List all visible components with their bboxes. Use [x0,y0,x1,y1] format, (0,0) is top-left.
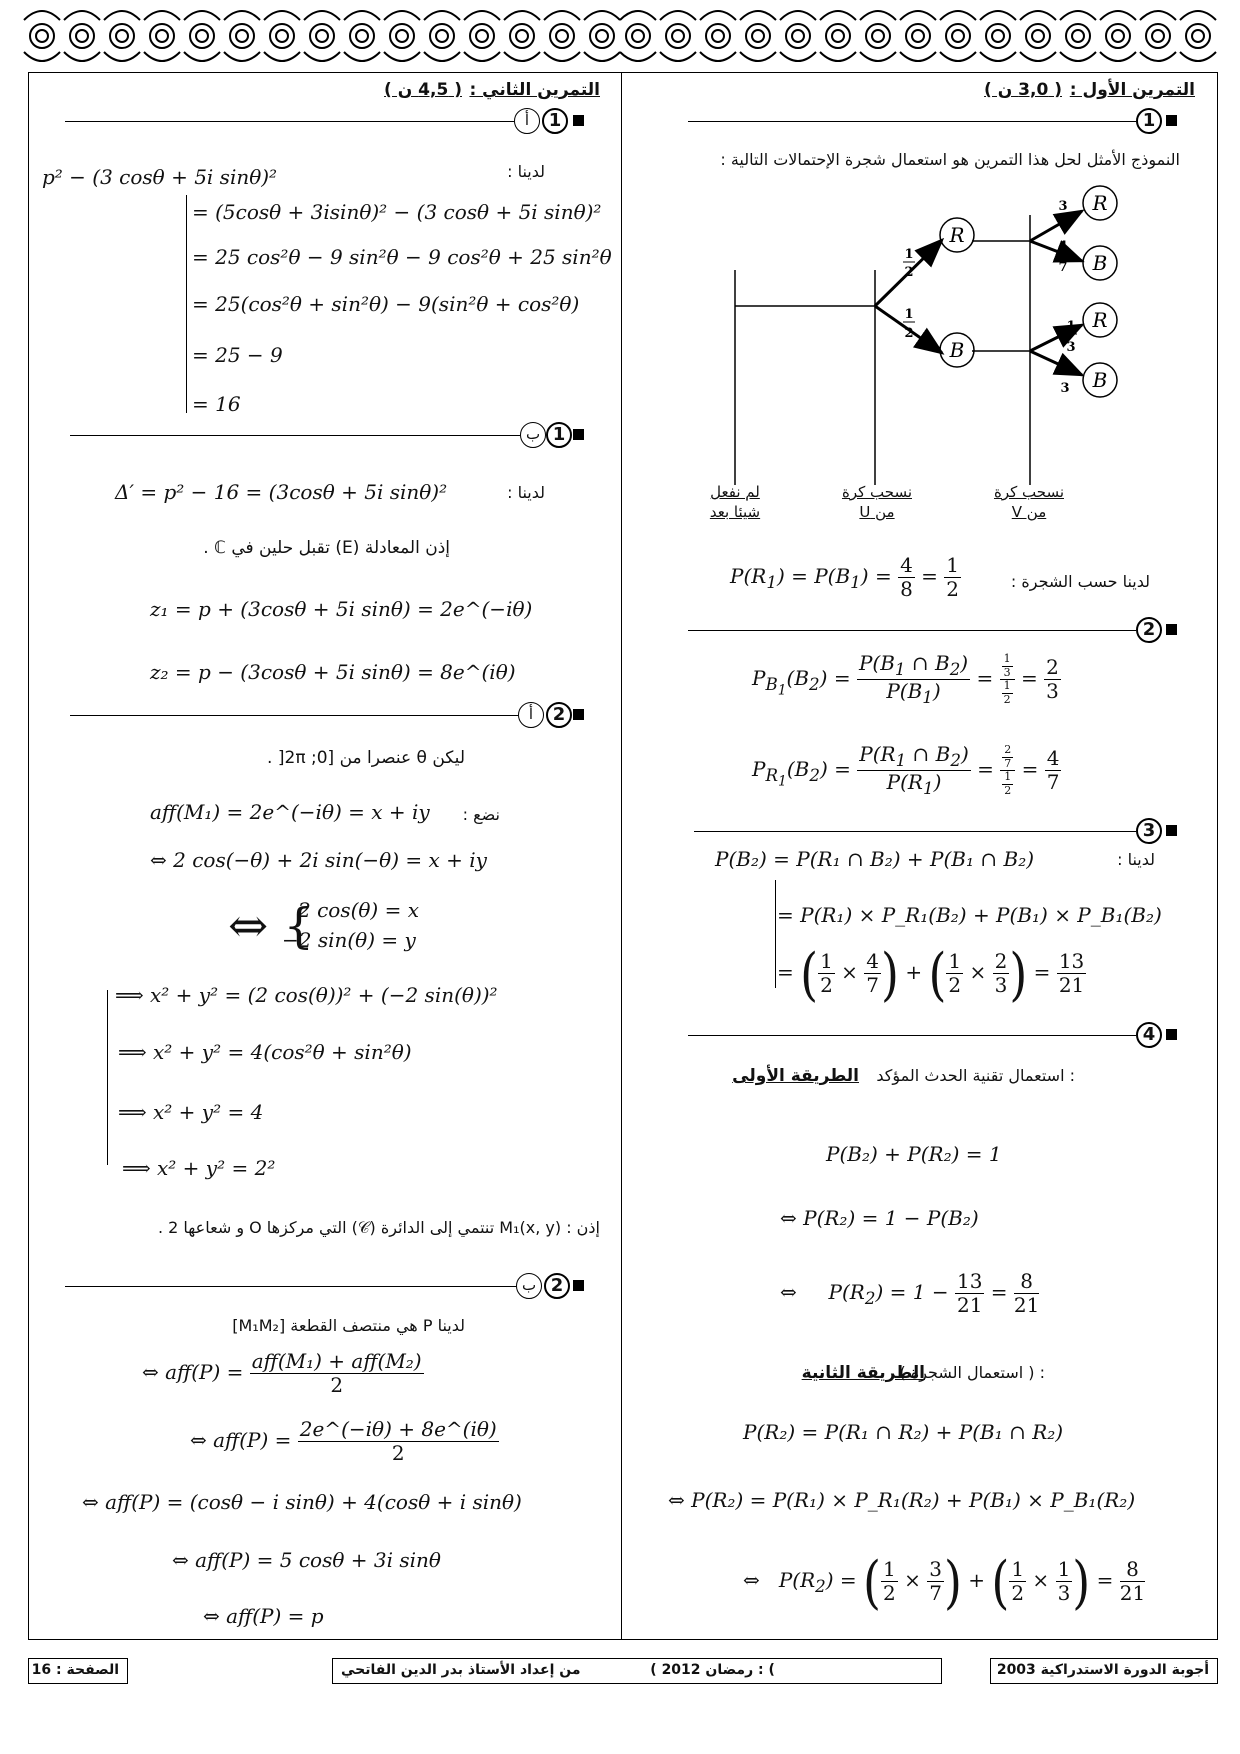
exercise2-title: التمرين الثاني : [469,80,600,100]
bullet-square [1166,115,1177,126]
expr-4: = 25(cos²θ + sin²θ) − 9(sin²θ + cos²θ) [192,292,580,316]
z2-equation: z₂ = p − (3cosθ + 5i sinθ) = 8e^(iθ) [150,660,516,684]
svg-text:1: 1 [904,307,914,322]
part-letter: ب [516,1273,542,1299]
q3-equation-2: = P(R₁) × P_R₁(B₂) + P(B₁) × P_B₁(B₂) [777,903,1162,927]
system-eq-1: 2 cos(θ) = x [298,898,419,922]
system-brace: ⇔ { [228,898,315,954]
expr-5: = 25 − 9 [192,343,283,367]
decorative-border-right [616,0,1228,72]
question-number: 1 [542,108,568,134]
exercise1-points: ( 3,0 ن ) [984,80,1062,100]
footer-page-number: الصفحة : 16 [28,1658,128,1684]
svg-text:3: 3 [1066,340,1076,355]
footer-author: رمضان 2012 ) من إعداد الأستاذ بدر الدين الفاتحي : ( [332,1658,942,1684]
bullet-square [573,709,584,720]
implies-1: ⟹ x² + y² = (2 cos(θ))² + (−2 sin(θ))² [115,983,498,1007]
m2-equation-3: ⇔ $P(R_2)$ = ( $\frac{1}{2}$ × $\frac{3}{7}$ ) + ( $\frac{1}{2}$ × $\frac{1}{3}$ ) = $\frac{8}{21}$ [743,1547,1146,1616]
probability-tree [720,185,1140,530]
exercise2-points: ( 4,5 ن ) [384,80,462,100]
exercise1-title: التمرين الأول : [1069,80,1195,100]
part-letter: ب [520,422,546,448]
aff-p-equation-1: ⇔ aff(P) = $\frac{\text{aff(M₁) + aff(M₂)}}{2}$ [142,1349,422,1397]
separator [688,630,1136,631]
question-number: 2 [546,702,572,728]
delta-equation: Δ′ = p² − 16 = (3cosθ + 5i sinθ)² [115,480,448,504]
svg-text:1: 1 [1066,319,1076,334]
question-number: 3 [1136,818,1162,844]
svg-text:3: 3 [1058,199,1068,214]
implies-4: ⟹ x² + y² = 2² [122,1156,276,1180]
aff-p-equation-3: ⇔ aff(P) = (cosθ − i sinθ) + 4(cosθ + i sinθ) [82,1490,522,1514]
column-divider [621,72,622,1640]
m1-equation-1: P(B₂) + P(R₂) = 1 [826,1142,1002,1166]
bullet-square [1166,624,1177,635]
bracket-bar [107,990,108,1165]
conclusion-text: إذن : M₁(x, y) تنتمي إلى الدائرة (𝒞) التي مركزها O و شعاعها 2 . [157,1218,600,1237]
ladayna-label: لدينا : [507,483,545,502]
svg-text:7: 7 [1058,216,1068,231]
bullet-square [1166,1029,1177,1040]
svg-text:3: 3 [1060,381,1070,396]
bullet-square [573,115,584,126]
expr-3: = 25 cos²θ − 9 sin²θ − 9 cos²θ + 25 sin²θ [192,245,612,269]
q2-equation-1: $P_{B_1}(B_2)$ = $\frac{P(B_1 \cap B_2)}{P(B_1)}$ = $\frac{\frac{1}{3}}{\frac{1}{2}}$ = $\frac{2}{3}$ [752,651,1059,708]
aff-p-equation-4: ⇔ aff(P) = 5 cosθ + 3i sinθ [172,1548,441,1572]
separator [694,831,1136,832]
separator [688,121,1136,122]
part-letter: أ [514,108,540,134]
part-letter: أ [518,702,544,728]
separator [70,435,520,436]
equiv-equation-1: ⇔ 2 cos(−θ) + 2i sin(−θ) = x + iy [150,848,487,872]
nada-label: نضع : [462,805,500,824]
separator [688,1035,1136,1036]
expr-1: p² − (3 cosθ + 5i sinθ)² [42,165,278,189]
expr-2: = (5cosθ + 3isinθ)² − (3 cosθ + 5i sinθ)² [192,200,602,224]
svg-text:2: 2 [1060,357,1070,372]
svg-text:R: R [1092,191,1108,215]
z1-equation: z₁ = p + (3cosθ + 5i sinθ) = 2e^(−iθ) [150,597,533,621]
intro-text: النموذج الأمثل لحل هذا التمرين هو استعمال شجرة الإحتمالات التالية : [720,150,1180,169]
q3-equation-1: P(B₂) = P(R₁ ∩ B₂) + P(B₁ ∩ B₂) [715,847,1035,871]
method1-title: الطريقة الأولى [732,1066,859,1086]
implies-2: ⟹ x² + y² = 4(cos²θ + sin²θ) [118,1040,412,1064]
svg-text:B: B [1092,251,1108,275]
theta-text: ليكن θ عنصرا من [0; 2π[ . [267,748,465,768]
system-eq-2: −2 sin(θ) = y [282,928,416,952]
m1-equation-3: ⇔ $P(R_2) = 1$ − $\frac{13}{21}$ = $\frac{8}{21}$ [780,1269,1040,1317]
svg-text:4: 4 [1058,239,1068,254]
svg-text:B: B [949,338,965,362]
method2-title: الطريقة الثانية [801,1363,925,1383]
q2-equation-2: $P_{R_1}(B_2)$ = $\frac{P(R_1 \cap B_2)}{P(R_1)}$ = $\frac{\frac{2}{7}}{\frac{1}{2}}$ = $\frac{4}{7}$ [752,742,1060,799]
ladayna-label: لدينا : [507,162,545,181]
aff-p-equation-2: ⇔ aff(P) = $\frac{2e\^{}(-i\theta) + 8e\^{}(i\theta)}{2}$ [190,1417,497,1465]
aff-p-equation-5: ⇔ aff(P) = p [203,1604,324,1628]
m1-equation-2: ⇔ P(R₂) = 1 − P(B₂) [780,1206,979,1230]
question-number: 1 [546,422,572,448]
prob-label: 1 [904,247,914,262]
decorative-border-left [20,0,632,72]
svg-text:B: B [1092,368,1108,392]
midpoint-text: لدينا P هي منتصف القطعة [M₁M₂] [232,1316,465,1335]
question-number: 2 [1136,617,1162,643]
separator [70,715,518,716]
q1-text: لدينا حسب الشجرة : [1010,572,1150,591]
bullet-square [1166,825,1177,836]
tree-label-start: لم نفعل شيئا بعد [709,483,761,521]
question-number: 4 [1136,1022,1162,1048]
bracket-bar [775,880,776,988]
svg-text:R: R [1092,308,1108,332]
m2-equation-1: P(R₂) = P(R₁ ∩ R₂) + P(B₁ ∩ R₂) [743,1420,1064,1444]
expr-6: = 16 [192,392,241,416]
method2-desc: : ( استعمال الشجرة ) [899,1363,1045,1382]
bracket-bar [186,195,187,413]
footer-exam-title: أجوبة الدورة الاستدراكية 2003 [990,1658,1218,1684]
m2-equation-2: ⇔ P(R₂) = P(R₁) × P_R₁(R₂) + P(B₁) × P_B₁(R₂) [668,1488,1136,1512]
bullet-square [573,1280,584,1291]
bullet-square [573,429,584,440]
solutions-text: إذن المعادلة (E) تقبل حلين في ℂ . [203,538,450,558]
separator [65,121,514,122]
svg-text:2: 2 [904,265,914,280]
tree-label-u: نسحب كرة من U [841,483,912,521]
q3-equation-3: = ( $\frac{1}{2}$ × $\frac{4}{7}$ ) + ( $\frac{1}{2}$ × $\frac{2}{3}$ ) = $\frac{13}{21}$ [777,939,1085,1008]
tree-label-v: نسحب كرة من V [993,483,1064,521]
implies-3: ⟹ x² + y² = 4 [118,1100,264,1124]
q1-equation: $P(R_1) = P(B_1)$ = $\frac{4}{8}$ = $\frac{1}{2}$ [730,553,960,601]
separator [65,1286,516,1287]
method1-desc: : استعمال تقنية الحدث المؤكد [876,1066,1075,1085]
svg-text:R: R [949,223,965,247]
question-number: 2 [544,1273,570,1299]
question-number: 1 [1136,108,1162,134]
q3-label: لدينا : [1117,850,1155,869]
svg-text:7: 7 [1058,260,1068,275]
svg-text:2: 2 [904,326,914,341]
aff-m1-equation: aff(M₁) = 2e^(−iθ) = x + iy [150,800,430,824]
